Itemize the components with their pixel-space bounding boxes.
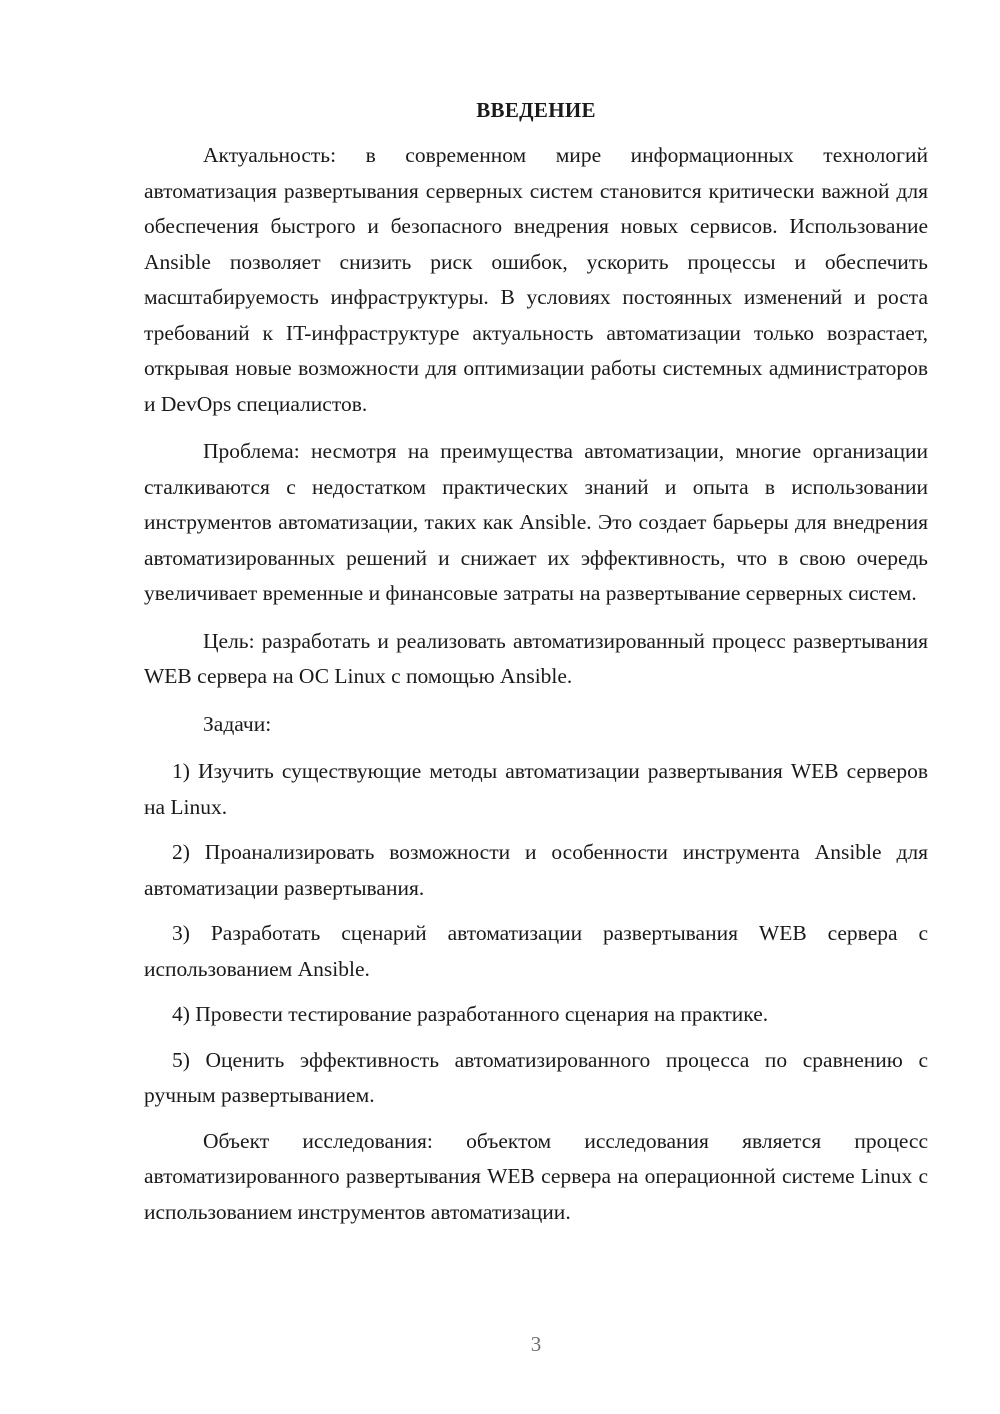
problem-paragraph: Проблема: несмотря на преимущества автоматизации, многие организации сталкиваются с недостатком практических знаний и опыта в использовании инструментов автоматизации, таких как Ansible. Это создает барьеры для внедрения автоматизированных решений и снижает их эффективность, что в свою очередь увеличивает временные и финансовые затраты на развертывание серверных систем.	[144, 439, 928, 605]
object-paragraph: Объект исследования: объектом исследования является процесс автоматизированного развертывания WEB сервера на операционной системе Linux с использованием инструментов автоматизации.	[144, 1128, 928, 1224]
page-title: ВВЕДЕНИЕ	[476, 98, 596, 122]
list-item: 3) Разработать сценарий автоматизации развертывания WEB сервера с использованием Ansible.	[144, 921, 928, 981]
list-item: 2) Проанализировать возможности и особенности инструмента Ansible для автоматизации развертывания.	[144, 840, 928, 900]
tasks-list	[144, 754, 928, 1114]
list-item: 1) Изучить существующие методы автоматизации развертывания WEB серверов на Linux.	[144, 759, 928, 819]
tasks-label: Задачи:	[203, 711, 272, 736]
page-number: 3	[530, 1332, 542, 1356]
document-page	[144, 92, 928, 1242]
goal-paragraph: Цель: разработать и реализовать автоматизированный процесс развертывания WEB сервера на ОС Linux с помощью Ansible.	[144, 628, 928, 688]
list-item: 4) Провести тестирование разработанного сценария на практике.	[172, 1002, 769, 1026]
relevance-paragraph: Актуальность: в современном мире информационных технологий автоматизация развертывания серверных систем становится критически важной для обеспечения быстрого и безопасного внедрения новых сервисов. Использование Ansible позволяет снизить риск ошибок, ускорить процессы и обеспечить масштабируемость инфраструктуры. В условиях постоянных изменений и роста требований к IT-инфраструктуре актуальность автоматизации только возрастает, открывая новые возможности для оптимизации работы системных администраторов и DevOps специалистов.	[144, 143, 928, 416]
list-item: 5) Оценить эффективность автоматизированного процесса по сравнению с ручным развертыванием.	[144, 1047, 928, 1107]
